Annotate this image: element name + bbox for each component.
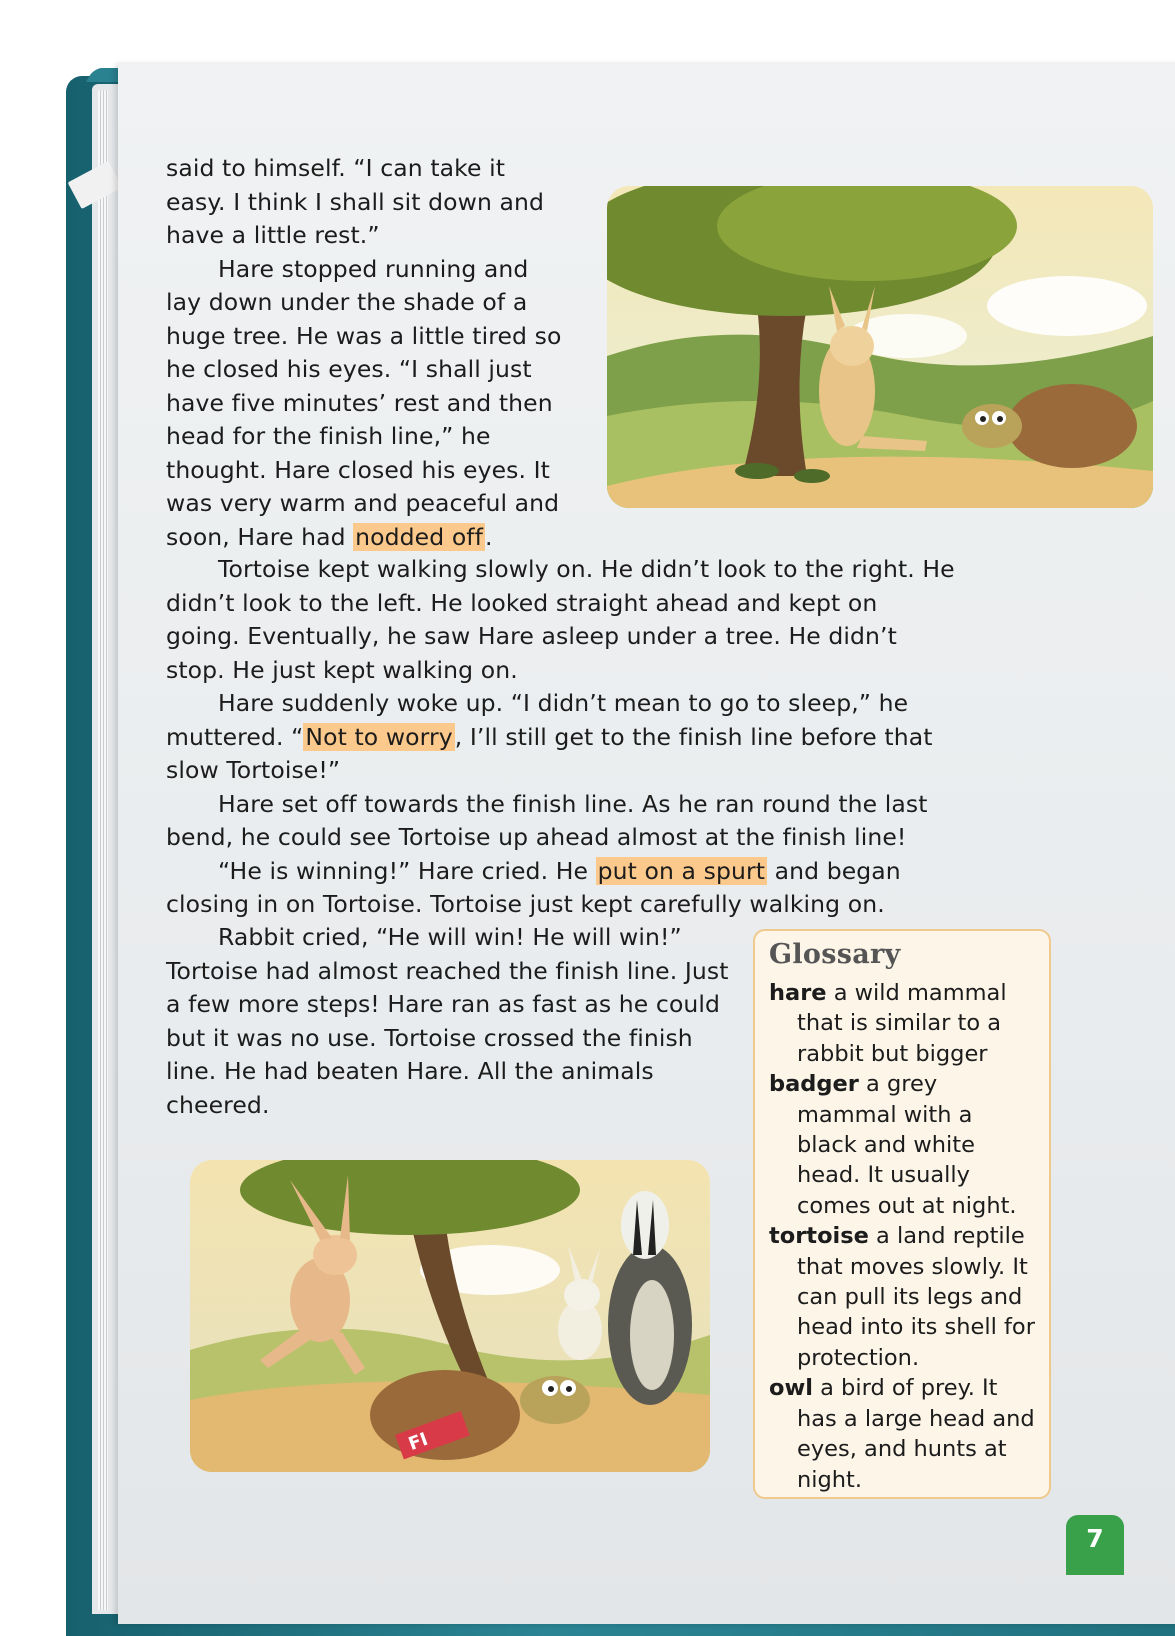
glossary-term: hare — [769, 980, 827, 1006]
glossary-entry — [769, 1373, 1037, 1495]
highlighted-vocab: put on a spurt — [597, 856, 766, 885]
glossary-term: tortoise — [769, 1223, 869, 1250]
story-paragraph: “He is winning!” Hare cried. He put on a spurt and began closing in on Tortoise. Tortoise just kept carefully walking on. — [166, 856, 901, 918]
glossary-definition: a grey mammal with a black and white head. It usually comes out at night. — [797, 1071, 1017, 1219]
glossary-definition: a bird of prey. It has a large head and eyes, and hunts at night. — [797, 1375, 1035, 1493]
page-number: 7 — [1066, 1515, 1124, 1575]
glossary-term: badger — [769, 1071, 859, 1098]
story-paragraph: Hare suddenly woke up. “I didn’t mean to go to sleep,” he muttered. “Not to worry, I’ll still get to the finish line before that slow Tortoise!” — [166, 689, 933, 784]
story-paragraph: Tortoise kept walking slowly on. He didn’t look to the right. He didn’t look to the left. He looked straight ahead and kept on going. Eventually, he saw Hare asleep under a tree. He didn’t stop. He just kept walking on. — [166, 555, 955, 684]
glossary-term: owl — [769, 1375, 813, 1402]
glossary-entry — [769, 978, 1037, 1069]
glossary-definition: a wild mammal that is similar to a rabbit but bigger — [797, 980, 1007, 1067]
story-paragraph: Rabbit cried, “He will win! He will win!” Tortoise had almost reached the finish line. Just a few more steps! Hare ran as fast as he could but it was no use. Tortoise crossed the finish line. He had beaten Hare. All the animals cheered. — [166, 923, 729, 1119]
story-paragraph: Hare stopped running and lay down under the shade of a huge tree. He was a little tired so he closed his eyes. “I shall just have five minutes’ rest and then head for the finish line,” he thought. Hare closed his eyes. It was very warm and peaceful and soon, Hare had nodded off. — [166, 254, 562, 551]
story-text-bottom — [166, 921, 736, 1122]
glossary-box — [753, 929, 1051, 1499]
highlighted-vocab: Not to worry — [305, 722, 453, 751]
story-paragraph: Hare set off towards the finish line. As he ran round the last bend, he could see Tortoise up ahead almost at the finish line! — [166, 789, 928, 851]
glossary-entry — [769, 1069, 1037, 1221]
highlighted-vocab: nodded off — [355, 522, 484, 551]
finish-sign-text: FI — [405, 1428, 431, 1456]
glossary-definition: a land reptile that moves slowly. It can pull its legs and head into its shell for protection. — [797, 1223, 1035, 1371]
illustration-hare-sleeping — [607, 186, 1153, 508]
story-text-top — [166, 152, 571, 554]
illustration-hare-sleeping-svg — [607, 186, 1153, 508]
illustration-finish-line — [190, 1160, 710, 1472]
illustration-finish-line-svg — [190, 1160, 710, 1472]
story-text-middle — [166, 553, 956, 922]
glossary-title: Glossary — [769, 939, 901, 970]
story-paragraph: said to himself. “I can take it easy. I think I shall sit down and have a little rest.” — [166, 154, 545, 249]
glossary-entry — [769, 1221, 1037, 1373]
